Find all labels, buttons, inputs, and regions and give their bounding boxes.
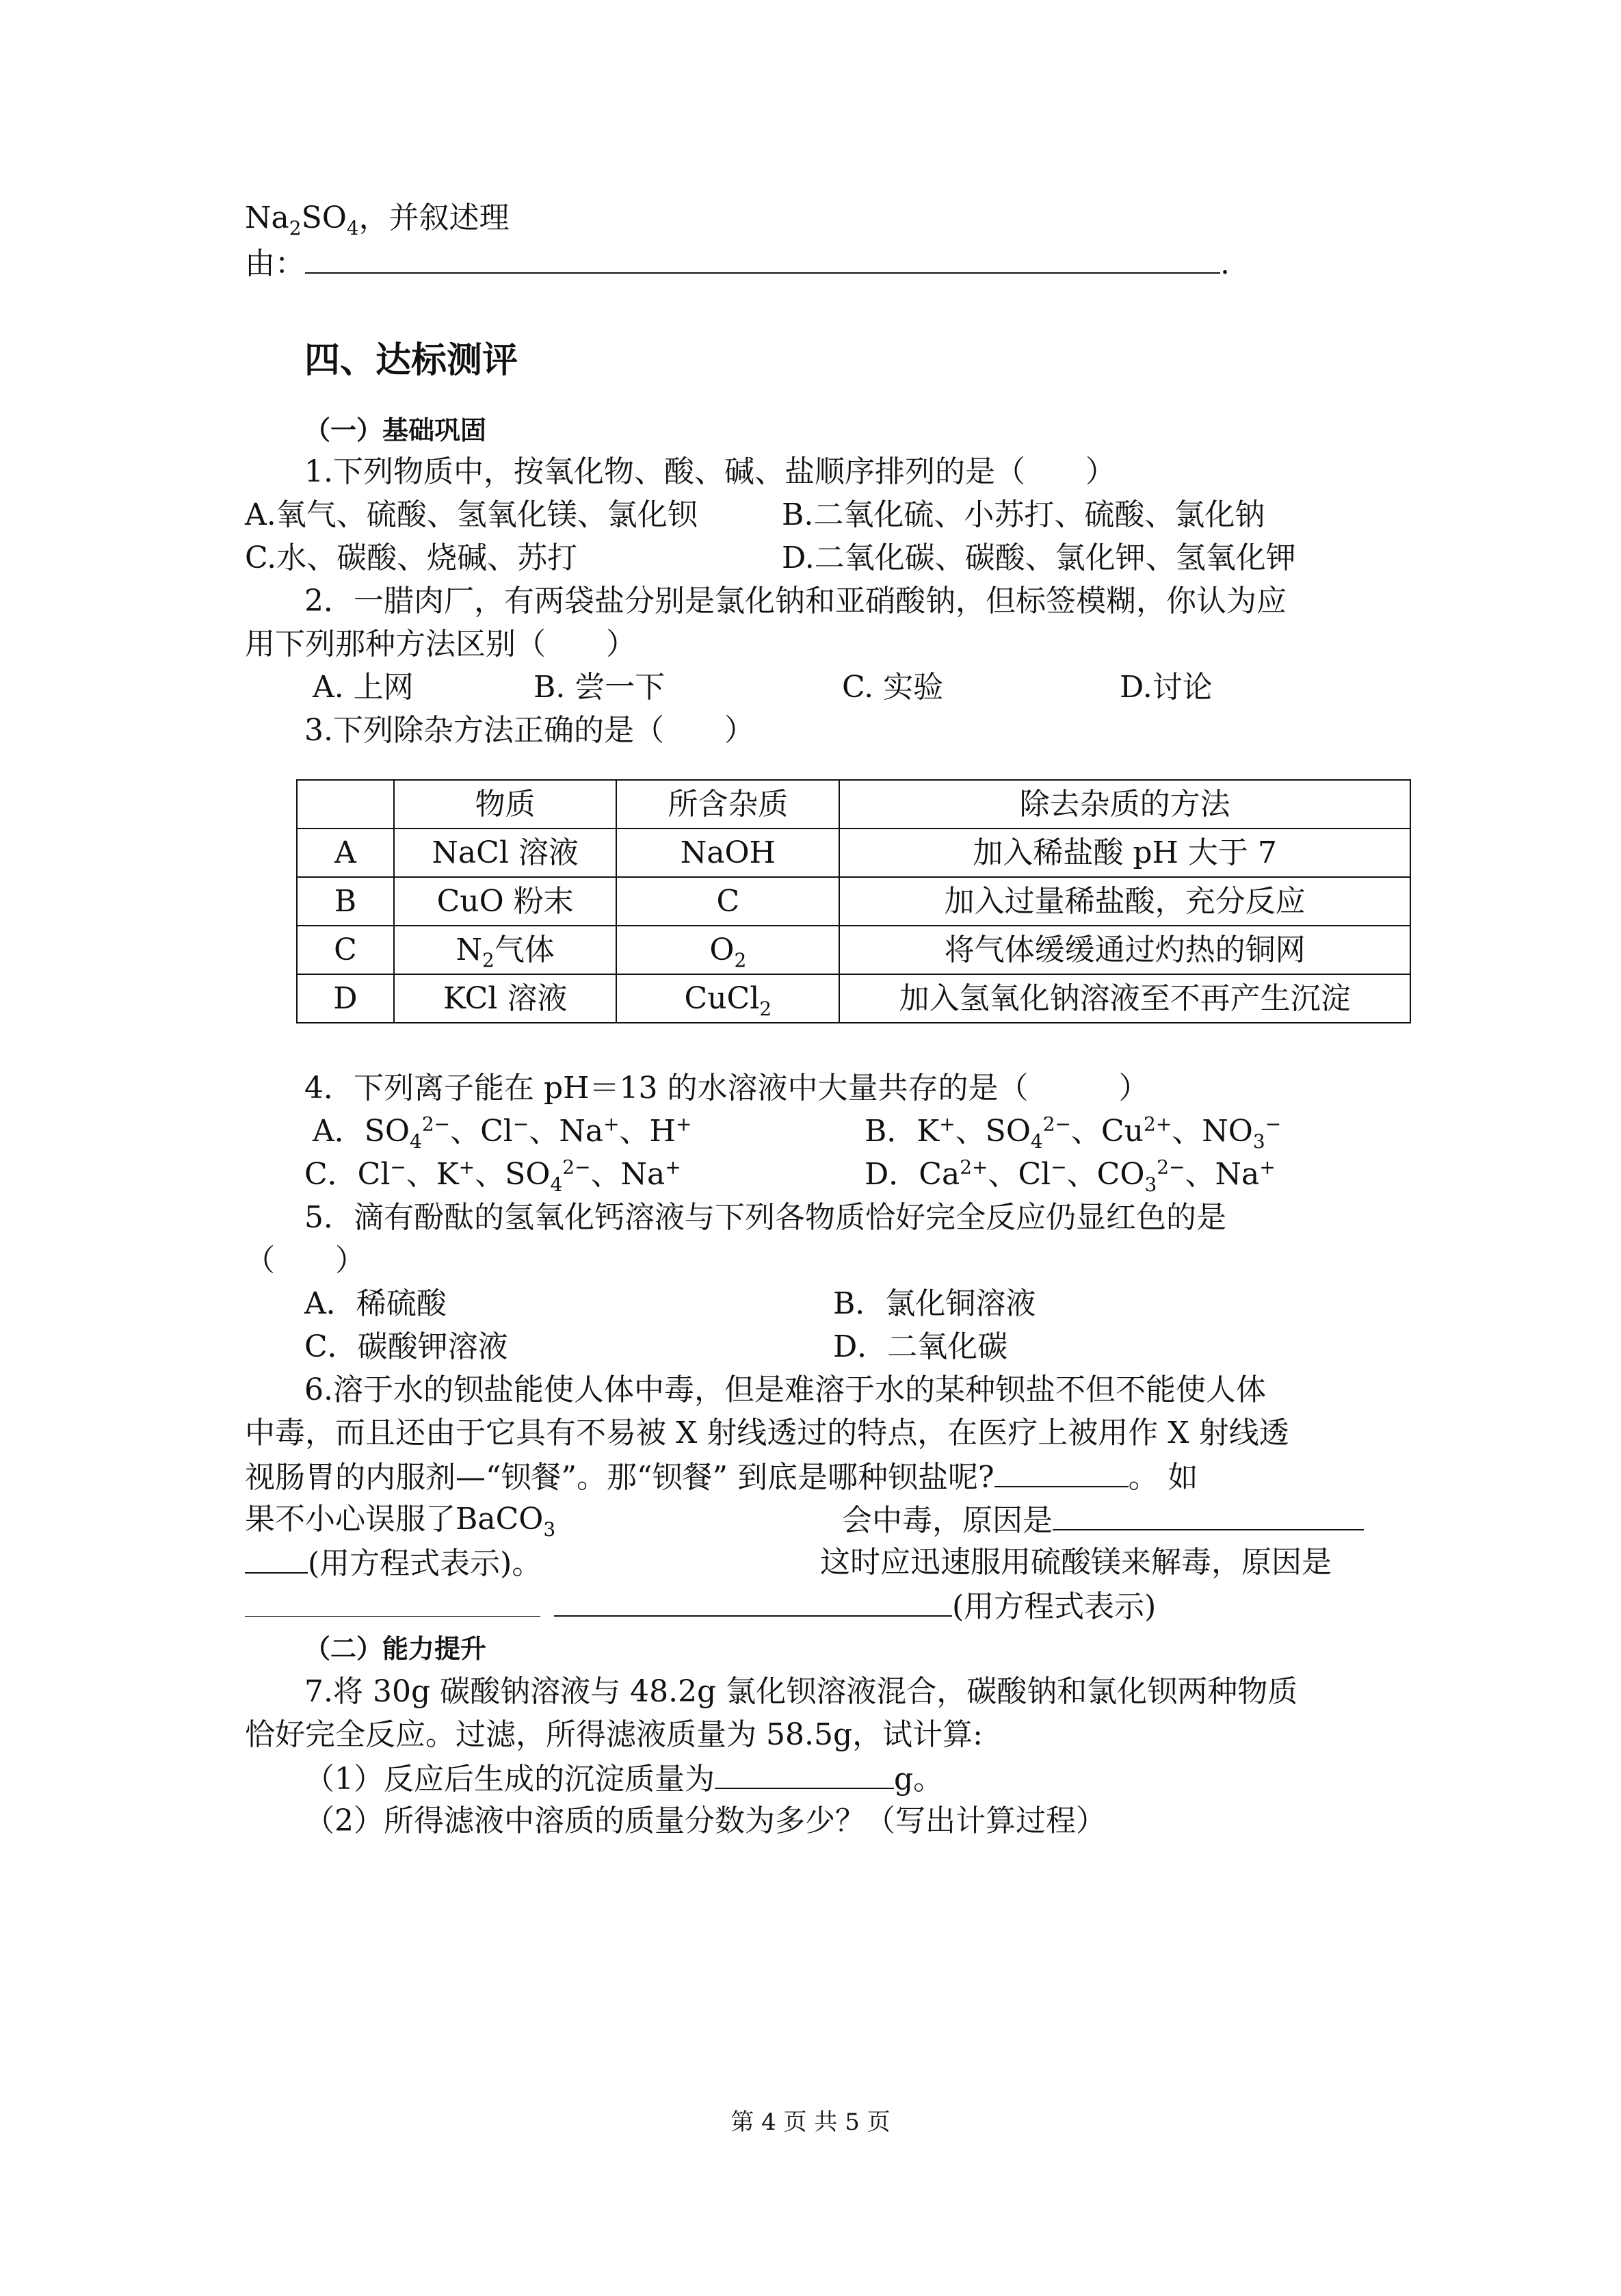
q2-option-c: C. 实验 — [842, 670, 944, 705]
q4-option-a: A．$SO_4^{2-}$、Cl−、Na+、H+ — [313, 1112, 692, 1153]
table-row — [297, 877, 1410, 926]
table-cell: 加入过量稀盐酸，充分反应 — [839, 877, 1410, 926]
table-header-cell — [297, 780, 394, 829]
table-cell: C — [297, 926, 394, 974]
q6-line-5-left: (用方程式表示)。 — [245, 1545, 542, 1582]
q4-stem: 4．下列离子能在 pH＝13 的水溶液中大量共存的是（ ） — [304, 1071, 1149, 1106]
table-header-row — [297, 780, 1410, 829]
table-cell: CuO 粉末 — [394, 877, 617, 926]
q6-line-3: 视肠胃的内服剂—“钡餐”。那“钡餐” 到底是哪种钡盐呢? 。 如 — [245, 1460, 1198, 1495]
q5-option-a: A．稀硫酸 — [304, 1286, 447, 1321]
table-row — [297, 974, 1410, 1023]
equation-blank-2[interactable] — [245, 1589, 540, 1617]
q7-part-2: （2）所得滤液中溶质的质量分数为多少？（写出计算过程） — [304, 1803, 1106, 1838]
q5-stem-2: （ ） — [245, 1243, 365, 1278]
q6-line-2: 中毒，而且还由于它具有不易被 X 射线透过的特点，在医疗上被用作 X 射线透 — [245, 1416, 1289, 1450]
q5-option-d: D．二氧化碳 — [833, 1329, 1008, 1364]
q1-option-c: C.水、碳酸、烧碱、苏打 — [245, 540, 578, 575]
table-cell: KCl 溶液 — [394, 974, 617, 1023]
table-cell: 加入稀盐酸 pH 大于 7 — [839, 829, 1410, 877]
table-cell: NaCl 溶液 — [394, 829, 617, 877]
q2-stem-1: 2．一腊肉厂，有两袋盐分别是氯化钠和亚硝酸钠，但标签模糊，你认为应 — [304, 584, 1287, 618]
formula-na2so4: $Na_2SO_4$ — [245, 200, 359, 239]
q4-option-d: D．$Ca^{2+}$、Cl−、$CO_3^{2-}$、Na+ — [865, 1156, 1276, 1196]
q4-option-b: B．K+、$SO_4^{2-}$、$Cu^{2+}$、$NO_3^-$ — [865, 1112, 1282, 1153]
equation-blank-3[interactable] — [554, 1588, 952, 1617]
reason-blank[interactable] — [305, 245, 1220, 274]
q6-line-4-left: 果不小心误服了BaCO$_3$ — [245, 1502, 556, 1541]
q2-option-b: B. 尝一下 — [533, 670, 665, 705]
table-cell: D — [297, 974, 394, 1023]
table-row — [297, 926, 1410, 974]
table-row — [297, 829, 1410, 877]
table-cell: A — [297, 829, 394, 877]
q7-line-1: 7.将 30g 碳酸钠溶液与 48.2g 氯化钡溶液混合，碳酸钠和氯化钡两种物质 — [304, 1674, 1298, 1709]
table-cell: C — [616, 877, 839, 926]
q3-stem: 3.下列除杂方法正确的是（ ） — [304, 713, 754, 748]
poison-reason-blank[interactable] — [1053, 1502, 1364, 1530]
q6-line-1: 6.溶于水的钡盐能使人体中毒，但是难溶于水的某种钡盐不但不能使人体 — [304, 1372, 1266, 1407]
q2-stem-2: 用下列那种方法区别（ ） — [245, 627, 636, 662]
q5-option-b: B．氯化铜溶液 — [833, 1286, 1036, 1321]
q2-option-d: D.讨论 — [1120, 670, 1213, 705]
q1-option-d: D.二氧化碳、碳酸、氯化钾、氢氧化钾 — [782, 540, 1296, 575]
q5-option-c: C．碳酸钾溶液 — [304, 1329, 508, 1364]
table-cell: 加入氢氧化钠溶液至不再产生沉淀 — [839, 974, 1410, 1023]
q7-line-2: 恰好完全反应。过滤，所得滤液质量为 58.5g，试计算: — [245, 1717, 983, 1752]
intro-line-2: 由： . — [245, 246, 1230, 281]
table-cell: $O_2$ — [616, 926, 839, 974]
table-cell: B — [297, 877, 394, 926]
precipitate-mass-blank[interactable] — [715, 1760, 894, 1789]
subsection-basic: （一）基础巩固 — [304, 415, 487, 445]
table-cell: 将气体缓缓通过灼热的铜网 — [839, 926, 1410, 974]
table-cell: CuCl$_2$ — [616, 974, 839, 1023]
intro-line-1: $Na_2SO_4$，并叙述理 — [245, 200, 510, 239]
equation-blank-1[interactable] — [245, 1545, 308, 1574]
barium-meal-blank[interactable] — [994, 1459, 1129, 1487]
q1-option-a: A.氧气、硫酸、氢氧化镁、氯化钡 — [245, 497, 698, 532]
page-footer: 第 4 页 共 5 页 — [730, 2109, 891, 2136]
impurity-table — [296, 779, 1411, 1023]
table-cell: $N_2$气体 — [394, 926, 617, 974]
table-header-cell: 除去杂质的方法 — [839, 780, 1410, 829]
q6-line-6: (用方程式表示) — [245, 1588, 1156, 1625]
q6-line-5-right: 这时应迅速服用硫酸镁来解毒，原因是 — [820, 1545, 1332, 1580]
q2-option-a: A. 上网 — [313, 670, 414, 705]
q7-part-1: （1）反应后生成的沉淀质量为 g。 — [304, 1762, 944, 1797]
table-header-cell: 所含杂质 — [616, 780, 839, 829]
q1-stem: 1.下列物质中，按氧化物、酸、碱、盐顺序排列的是（ ） — [304, 454, 1116, 489]
subsection-ability: （二）能力提升 — [304, 1634, 487, 1664]
q6-line-4-right: 会中毒，原因是 — [842, 1502, 1364, 1539]
q4-option-c: C．Cl−、K+、$SO_4^{2-}$、Na+ — [304, 1156, 681, 1196]
section-title: 四、达标测评 — [304, 340, 518, 381]
q1-option-b: B.二氧化硫、小苏打、硫酸、氯化钠 — [782, 497, 1265, 532]
table-header-cell: 物质 — [394, 780, 617, 829]
q5-stem-1: 5．滴有酚酞的氢氧化钙溶液与下列各物质恰好完全反应仍显红色的是 — [304, 1200, 1226, 1235]
table-cell: NaOH — [616, 829, 839, 877]
